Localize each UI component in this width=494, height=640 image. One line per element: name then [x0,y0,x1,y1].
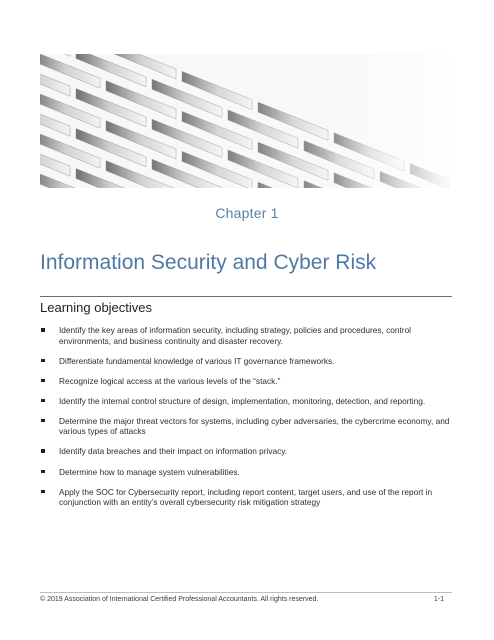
objective-text: Determine the major threat vectors for systems, including cyber adversaries, the cybercrime economy, and various types of attacks [59,415,450,437]
objective-text: Identify data breaches and their impact on information privacy. [59,446,288,457]
copyright-notice: © 2019 Association of International Certified Professional Accountants. All rights reserved. [40,596,319,603]
objective-item [40,467,452,478]
objective-item [40,376,452,387]
bullet-icon [41,490,45,494]
bullet-icon [41,379,45,383]
objective-item [40,446,452,457]
bullet-icon [41,328,45,332]
chapter-cover-image [40,54,450,188]
objective-item [40,416,452,437]
objective-text: Apply the SOC for Cybersecurity report, including report content, target users, and use of the report in conjunction with an entity’s overall cybersecurity risk mitigation strategy [59,486,433,508]
learning-objectives-heading: Learning objectives [40,300,153,315]
chapter-title: Information Security and Cyber Risk [40,251,377,274]
chapter-label: Chapter 1 [215,205,279,221]
bullet-icon [41,470,45,474]
objective-text: Determine how to manage system vulnerabilities. [59,466,240,477]
objective-item [40,356,452,367]
objective-item [40,325,452,346]
bullet-icon [41,419,45,423]
footer-divider [40,592,452,593]
objective-text: Differentiate fundamental knowledge of various IT governance frameworks. [59,355,335,366]
objective-text: Identify the key areas of information security, including strategy, policies and procedures, control environments, and business continuity and disaster recovery. [59,325,412,346]
bullet-icon [41,359,45,363]
learning-objectives-list [40,325,452,517]
title-divider [40,296,452,297]
objective-item [40,487,452,508]
objective-text: Recognize logical access at the various levels of the “stack.” [59,375,281,386]
objective-text: Identify the internal control structure of design, implementation, monitoring, detection, and reporting. [59,395,426,406]
objective-item [40,396,452,407]
bullet-icon [41,449,45,453]
page-number: 1-1 [433,596,444,603]
bullet-icon [41,399,45,403]
